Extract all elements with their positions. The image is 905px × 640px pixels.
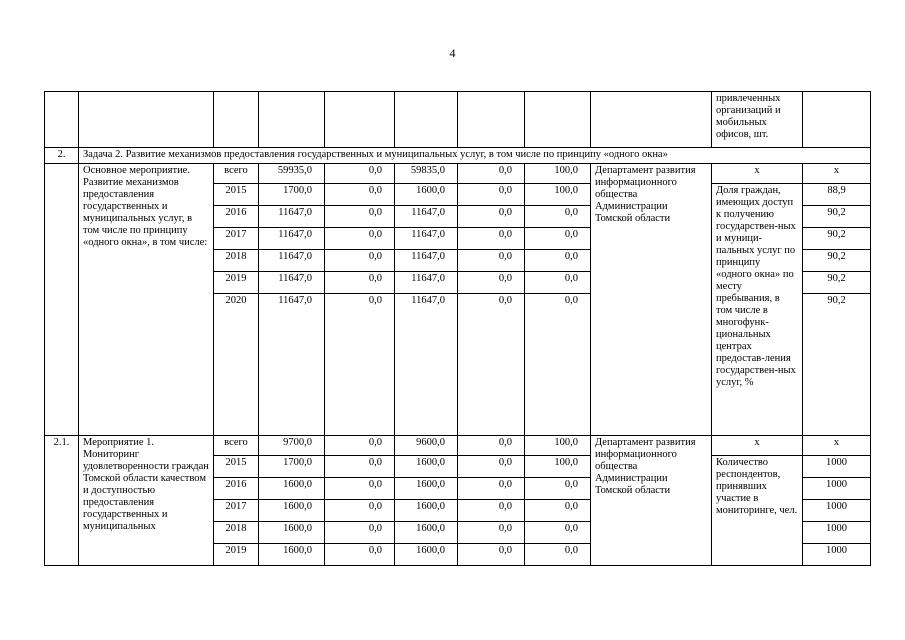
total-cell: 1700,0 — [259, 184, 325, 206]
indicator-value: 1000 — [803, 456, 871, 478]
regional-cell: 1600,0 — [395, 522, 458, 544]
regional-cell: 1600,0 — [395, 500, 458, 522]
regional-cell: 11647,0 — [395, 206, 458, 228]
federal-cell: 0,0 — [325, 228, 395, 250]
local-cell: 0,0 — [458, 478, 525, 500]
table-row — [45, 436, 871, 456]
extra-budget-cell: 0,0 — [525, 272, 591, 294]
executor-cell: Департамент развития информационного общества Администрации Томской области — [591, 436, 712, 566]
regional-cell: 11647,0 — [395, 294, 458, 436]
year-cell: всего — [214, 436, 259, 456]
continuation-row — [45, 92, 871, 148]
total-cell: 1700,0 — [259, 456, 325, 478]
extra-budget-cell: 100,0 — [525, 184, 591, 206]
federal-cell: 0,0 — [325, 478, 395, 500]
indicator-value: 90,2 — [803, 206, 871, 228]
federal-cell: 0,0 — [325, 522, 395, 544]
task-title: Задача 2. Развитие механизмов предоставления государственных и муниципальных услуг, в том числе по принципу «одного окна» — [79, 148, 871, 164]
total-cell: 11647,0 — [259, 294, 325, 436]
regional-cell: 1600,0 — [395, 184, 458, 206]
indicator-value: 90,2 — [803, 294, 871, 436]
federal-cell: 0,0 — [325, 206, 395, 228]
extra-budget-cell: 0,0 — [525, 294, 591, 436]
regional-cell: 1600,0 — [395, 544, 458, 566]
total-cell: 1600,0 — [259, 500, 325, 522]
indicator-value: 88,9 — [803, 184, 871, 206]
local-cell: 0,0 — [458, 544, 525, 566]
indicator-value: 90,2 — [803, 228, 871, 250]
x-mark: x — [712, 436, 803, 456]
total-cell: 1600,0 — [259, 522, 325, 544]
local-cell: 0,0 — [458, 272, 525, 294]
extra-budget-cell: 100,0 — [525, 164, 591, 184]
task-row — [45, 148, 871, 164]
indicator-value: 90,2 — [803, 272, 871, 294]
local-cell: 0,0 — [458, 500, 525, 522]
extra-budget-cell: 0,0 — [525, 228, 591, 250]
table-row — [45, 164, 871, 184]
total-cell: 59935,0 — [259, 164, 325, 184]
row-number: 2.1. — [45, 436, 79, 566]
federal-cell: 0,0 — [325, 500, 395, 522]
indicator-value: 1000 — [803, 478, 871, 500]
regional-cell: 1600,0 — [395, 478, 458, 500]
task-number: 2. — [45, 148, 79, 164]
year-cell: всего — [214, 164, 259, 184]
indicator-cell: привлеченных организаций и мобильных офисов, шт. — [712, 92, 803, 148]
indicator-value: 1000 — [803, 522, 871, 544]
federal-cell: 0,0 — [325, 544, 395, 566]
indicator-value: x — [803, 164, 871, 184]
executor-cell: Департамент развития информационного общества Администрации Томской области — [591, 164, 712, 436]
year-cell: 2019 — [214, 272, 259, 294]
year-cell: 2017 — [214, 228, 259, 250]
federal-cell: 0,0 — [325, 294, 395, 436]
local-cell: 0,0 — [458, 184, 525, 206]
federal-cell: 0,0 — [325, 436, 395, 456]
extra-budget-cell: 0,0 — [525, 522, 591, 544]
year-cell: 2017 — [214, 500, 259, 522]
year-cell: 2016 — [214, 478, 259, 500]
local-cell: 0,0 — [458, 228, 525, 250]
total-cell: 11647,0 — [259, 272, 325, 294]
extra-budget-cell: 0,0 — [525, 206, 591, 228]
indicator-name: Количество респондентов, принявших участие в мониторинге, чел. — [712, 456, 803, 566]
federal-cell: 0,0 — [325, 164, 395, 184]
indicator-value: 90,2 — [803, 250, 871, 272]
total-cell: 1600,0 — [259, 544, 325, 566]
extra-budget-cell: 0,0 — [525, 500, 591, 522]
total-cell: 1600,0 — [259, 478, 325, 500]
indicator-value: 1000 — [803, 544, 871, 566]
total-cell: 11647,0 — [259, 228, 325, 250]
regional-cell: 9600,0 — [395, 436, 458, 456]
extra-budget-cell: 0,0 — [525, 250, 591, 272]
regional-cell: 1600,0 — [395, 456, 458, 478]
federal-cell: 0,0 — [325, 184, 395, 206]
year-cell: 2015 — [214, 184, 259, 206]
extra-budget-cell: 0,0 — [525, 478, 591, 500]
regional-cell: 11647,0 — [395, 250, 458, 272]
year-cell: 2016 — [214, 206, 259, 228]
total-cell: 11647,0 — [259, 250, 325, 272]
extra-budget-cell: 0,0 — [525, 544, 591, 566]
local-cell: 0,0 — [458, 294, 525, 436]
page-number: 4 — [449, 46, 456, 60]
federal-cell: 0,0 — [325, 456, 395, 478]
activity-name: Основное мероприятие. Развитие механизмов предоставления государственных и муниципальных услуг, в том числе по принципу «одного окна», в том числе: — [79, 164, 214, 436]
indicator-value: x — [803, 436, 871, 456]
regional-cell: 11647,0 — [395, 228, 458, 250]
year-cell: 2020 — [214, 294, 259, 436]
regional-cell: 11647,0 — [395, 272, 458, 294]
year-cell: 2018 — [214, 522, 259, 544]
extra-budget-cell: 100,0 — [525, 436, 591, 456]
local-cell: 0,0 — [458, 206, 525, 228]
year-cell: 2018 — [214, 250, 259, 272]
local-cell: 0,0 — [458, 522, 525, 544]
local-cell: 0,0 — [458, 436, 525, 456]
total-cell: 9700,0 — [259, 436, 325, 456]
program-table — [44, 91, 871, 566]
regional-cell: 59835,0 — [395, 164, 458, 184]
total-cell: 11647,0 — [259, 206, 325, 228]
activity-name: Мероприятие 1. Мониторинг удовлетворенности граждан Томской области качеством и доступностью предоставления государственных и муниципальных — [79, 436, 214, 566]
year-cell: 2015 — [214, 456, 259, 478]
local-cell: 0,0 — [458, 164, 525, 184]
federal-cell: 0,0 — [325, 250, 395, 272]
row-number — [45, 164, 79, 436]
indicator-value: 1000 — [803, 500, 871, 522]
year-cell: 2019 — [214, 544, 259, 566]
x-mark: x — [712, 164, 803, 184]
federal-cell: 0,0 — [325, 272, 395, 294]
indicator-name: Доля граждан, имеющих доступ к получению государствен-ных и муници-пальных услуг по принципу «одного окна» по месту пребывания, в том числе в многофунк-циональных центрах предостав-ления государствен-ных услуг, % — [712, 184, 803, 436]
local-cell: 0,0 — [458, 250, 525, 272]
local-cell: 0,0 — [458, 456, 525, 478]
extra-budget-cell: 100,0 — [525, 456, 591, 478]
